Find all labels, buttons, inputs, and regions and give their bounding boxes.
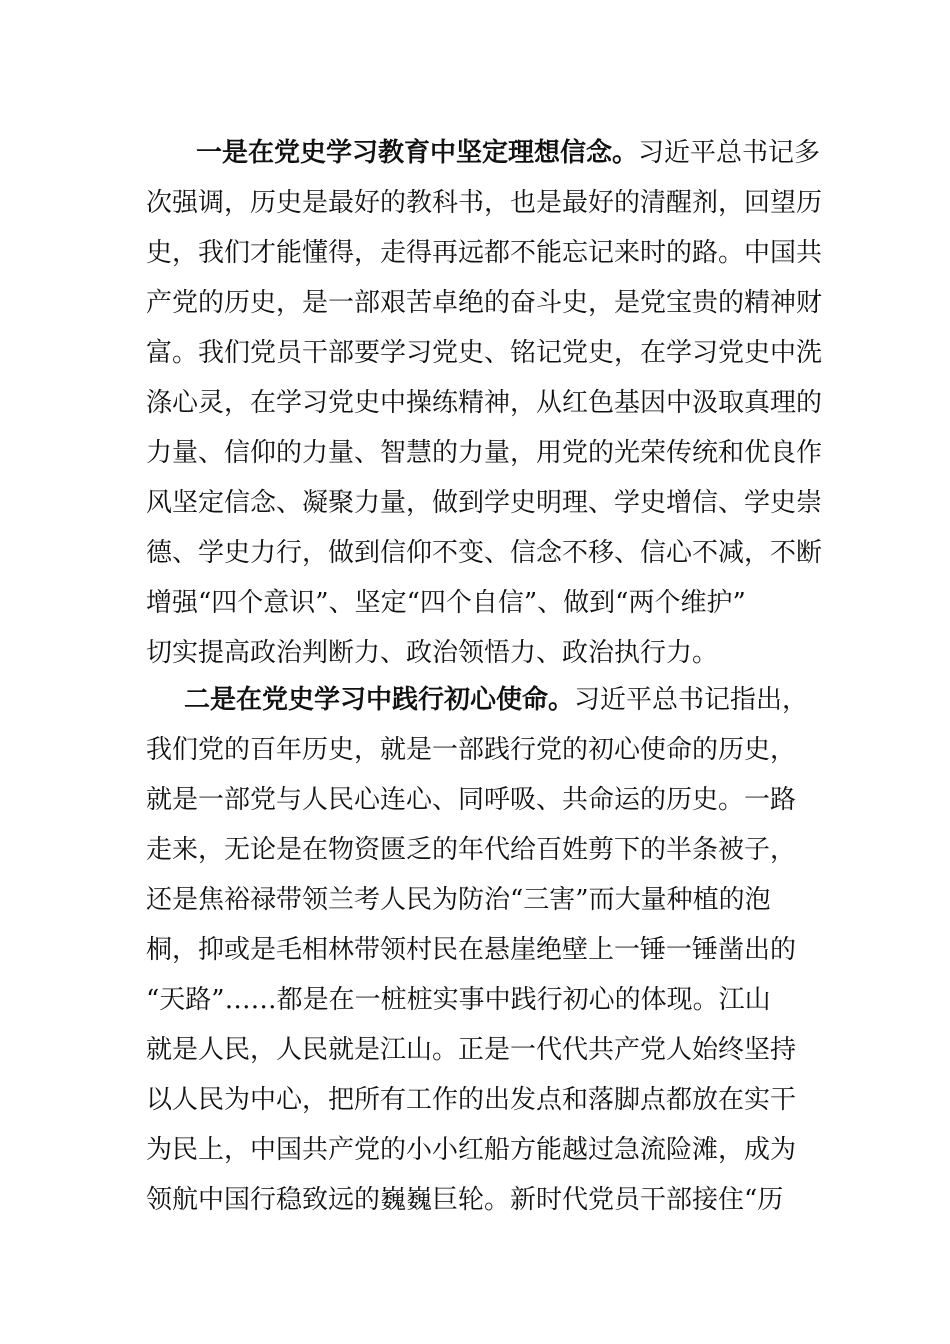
paragraph-text: 习近平总书记指出， [574,685,809,715]
paragraph-line: 涤心灵，在学习党史中操练精神，从红色基因中汲取真理的 [146,388,823,418]
paragraph-line: 产党的历史，是一部艰苦卓绝的奋斗史，是党宝贵的精神财 [146,288,823,318]
paragraph-line: “天路”……都是在一桩桩实事中践行初心的体现。江山 [146,985,771,1015]
paragraph-line: 还是焦裕禄带领兰考人民为防治“三害”而大量种植的泡 [146,885,771,915]
paragraph-ideals [146,128,823,678]
paragraph-line: 切实提高政治判断力、政治领悟力、政治执行力。 [146,638,719,668]
paragraph-line: 史，我们才能懂得，走得再远都不能忘记来时的路。中国共 [146,238,823,268]
paragraph-line: 力量、信仰的力量、智慧的力量，用党的光荣传统和优良作 [146,438,823,468]
paragraph-line: 为民上，中国共产党的小小红船方能越过急流险滩，成为 [146,1135,797,1165]
paragraph-line: 德、学史力行，做到信仰不变、信念不移、信心不减，不断 [146,538,823,568]
paragraph-text: 习近平总书记多 [638,138,821,168]
paragraph-first-line [146,128,821,178]
paragraph-first-line [146,675,809,725]
paragraph-line: 以人民为中心，把所有工作的出发点和落脚点都放在实干 [146,1085,797,1115]
paragraph-heading: 二是在党史学习中践行初心使命。 [184,685,575,715]
paragraph-line: 就是人民，人民就是江山。正是一代代共产党人始终坚持 [146,1035,797,1065]
paragraph-line: 就是一部党与人民心连心、同呼吸、共命运的历史。一路 [146,785,797,815]
paragraph-heading: 一是在党史学习教育中坚定理想信念。 [196,138,639,168]
paragraph-line: 我们党的百年历史，就是一部践行党的初心使命的历史， [146,735,797,765]
paragraph-line: 领航中国行稳致远的巍巍巨轮。新时代党员干部接住“历 [146,1185,784,1215]
paragraph-line: 富。我们党员干部要学习党史、铭记党史，在学习党史中洗 [146,338,823,368]
paragraph-mission [146,675,809,1225]
paragraph-line: 走来，无论是在物资匮乏的年代给百姓剪下的半条被子， [146,835,797,865]
paragraph-line: 桐，抑或是毛相林带领村民在悬崖绝壁上一锤一锤凿出的 [146,935,797,965]
paragraph-line: 风坚定信念、凝聚力量，做到学史明理、学史增信、学史崇 [146,488,823,518]
paragraph-line: 增强“四个意识”、坚定“四个自信”、做到“两个维护” [146,588,746,618]
paragraph-line: 次强调，历史是最好的教科书，也是最好的清醒剂，回望历 [146,188,823,218]
